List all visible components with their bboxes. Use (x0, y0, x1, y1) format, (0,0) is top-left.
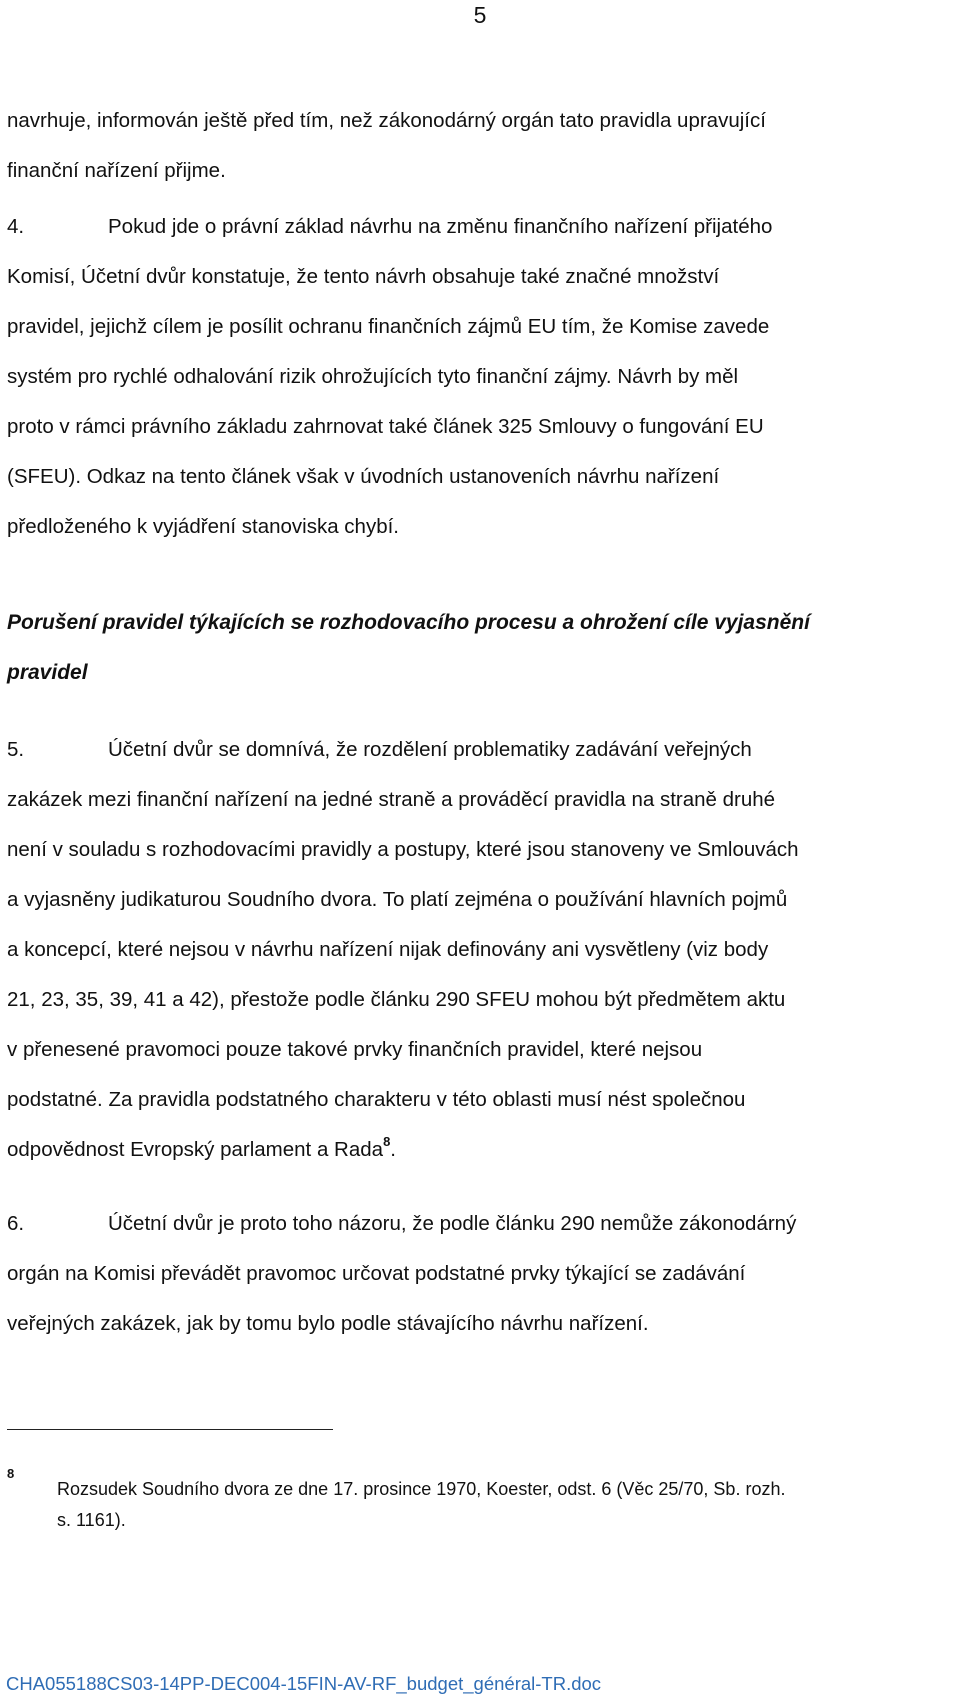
footnote-line: s. 1161). (57, 1510, 126, 1530)
paragraph-5 (7, 725, 957, 1175)
paragraph-line: a vyjasněny judikaturou Soudního dvora. To platí zejména o používání hlavních pojmů (7, 888, 788, 911)
paragraph-line: v přenesené pravomoci pouze takové prvky finančních pravidel, které nejsou (7, 1038, 703, 1061)
heading-line: pravidel (7, 661, 88, 684)
paragraph-intro (7, 96, 957, 196)
paragraph-number: 5. (7, 738, 25, 761)
paragraph-line: navrhuje, informován ještě před tím, než zákonodárný orgán tato pravidla upravující (7, 109, 766, 132)
paragraph-line: 21, 23, 35, 39, 41 a 42), přestože podle článku 290 SFEU mohou být předmětem aktu (7, 988, 786, 1011)
paragraph-6 (7, 1199, 957, 1349)
paragraph-line: orgán na Komisi převádět pravomoc určovat podstatné prvky týkající se zadávání (7, 1262, 746, 1285)
paragraph-line: Komisí, Účetní dvůr konstatuje, že tento návrh obsahuje také značné množství (7, 265, 720, 288)
paragraph-number: 4. (7, 215, 25, 238)
paragraph-line: (SFEU). Odkaz na tento článek však v úvodních ustanoveních návrhu nařízení (7, 465, 720, 488)
footnote-separator (7, 1429, 333, 1430)
footnote-line: Rozsudek Soudního dvora ze dne 17. prosince 1970, Koester, odst. 6 (Věc 25/70, Sb. rozh. (57, 1479, 786, 1499)
paragraph-line: systém pro rychlé odhalování rizik ohrožujících tyto finanční zájmy. Návrh by měl (7, 365, 739, 388)
paragraph-line: Účetní dvůr se domnívá, že rozdělení problematiky zadávání veřejných (108, 738, 752, 761)
paragraph-line: zakázek mezi finanční nařízení na jedné straně a prováděcí pravidla na straně druhé (7, 788, 776, 811)
footnote-mark: 8 (7, 1466, 15, 1481)
paragraph-line: pravidel, jejichž cílem je posílit ochranu finančních zájmů EU tím, že Komise zavede (7, 315, 770, 338)
paragraph-line: proto v rámci právního základu zahrnovat také článek 325 Smlouvy o fungování EU (7, 415, 764, 438)
sentence-end: . (390, 1138, 396, 1161)
page-number: 5 (473, 2, 487, 28)
paragraph-line: není v souladu s rozhodovacími pravidly a postupy, které jsou stanoveny ve Smlouvách (7, 838, 799, 861)
paragraph-line: předloženého k vyjádření stanoviska chybí. (7, 515, 400, 538)
footer-filename: CHA055188CS03-14PP-DEC004-15FIN-AV-RF_budget_général-TR.doc (6, 1673, 602, 1694)
heading-line: Porušení pravidel týkajících se rozhodovacího procesu a ohrožení cíle vyjasnění (7, 611, 810, 634)
paragraph-line: finanční nařízení přijme. (7, 159, 226, 182)
paragraph-number: 6. (7, 1212, 25, 1235)
paragraph-line: podstatné. Za pravidla podstatného charakteru v této oblasti musí nést společnou (7, 1088, 746, 1111)
paragraph-line: a koncepcí, které nejsou v návrhu nařízení nijak definovány ani vysvětleny (viz body (7, 938, 769, 961)
paragraph-4 (7, 202, 957, 552)
footnote-reference[interactable]: 8 (383, 1134, 391, 1149)
section-heading (7, 598, 957, 698)
paragraph-line: Účetní dvůr je proto toho názoru, že podle článku 290 nemůže zákonodárný (108, 1212, 797, 1235)
paragraph-line: odpovědnost Evropský parlament a Rada (7, 1138, 384, 1161)
footnote-text (57, 1474, 785, 1536)
paragraph-line: veřejných zakázek, jak by tomu bylo podle stávajícího návrhu nařízení. (7, 1312, 649, 1335)
paragraph-line: Pokud jde o právní základ návrhu na změnu finančního nařízení přijatého (108, 215, 773, 238)
